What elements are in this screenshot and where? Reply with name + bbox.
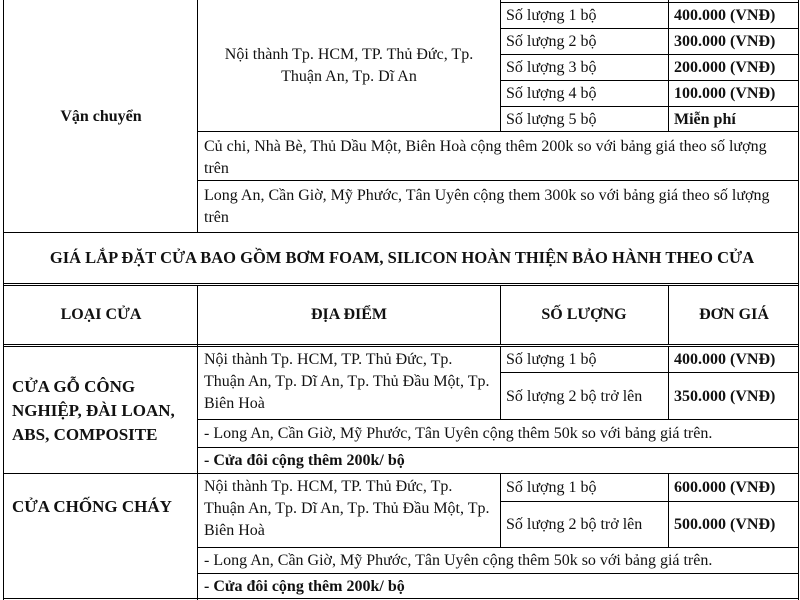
row1-double-door: - Cửa đôi cộng thêm 200k/ bộ: [204, 452, 405, 469]
row2-tier2-price: 500.000 (VNĐ): [674, 516, 776, 533]
row2-area: Nội thành Tp. HCM, TP. Thủ Đức, Tp. Thuận An, Tp. Dĩ An, Tp. Thủ Đầu Một, Tp. Biên Hoà: [204, 478, 490, 539]
row1-tier1-qty: Số lượng 1 bộ: [506, 351, 597, 368]
shipping-label: Vận chuyển: [60, 107, 142, 125]
row1-note: - Long An, Cần Giờ, Mỹ Phước, Tân Uyên cộng thêm 50k so với bảng giá trên.: [204, 425, 713, 442]
shipping-tier-4-qty: Số lượng 4 bộ: [506, 85, 597, 102]
header-quantity: SỐ LƯỢNG: [541, 306, 627, 323]
door-type-wood: CỬA GỖ CÔNG NGHIỆP, ĐÀI LOAN, ABS, COMPOSITE: [12, 376, 175, 444]
shipping-note-2: Long An, Cần Giờ, Mỹ Phước, Tân Uyên cộng them 300k so với bảng giá theo số lượng trên: [204, 187, 770, 226]
row1-area: Nội thành Tp. HCM, TP. Thủ Đức, Tp. Thuận An, Tp. Dĩ An, Tp. Thủ Đầu Một, Tp. Biên Hoà: [204, 351, 490, 412]
row2-note: - Long An, Cần Giờ, Mỹ Phước, Tân Uyên cộng thêm 50k so với bảng giá trên.: [204, 552, 713, 569]
shipping-tier-2-qty: Số lượng 2 bộ: [506, 33, 597, 50]
shipping-tier-3-qty: Số lượng 3 bộ: [506, 59, 597, 76]
row2-tier1-qty: Số lượng 1 bộ: [506, 479, 597, 496]
row2-double-door: - Cửa đôi cộng thêm 200k/ bộ: [204, 578, 405, 595]
shipping-tier-1-price: 400.000 (VNĐ): [674, 7, 776, 24]
row2-tier1-price: 600.000 (VNĐ): [674, 479, 776, 496]
header-location: ĐỊA ĐIỂM: [310, 306, 387, 323]
shipping-tier-3-price: 200.000 (VNĐ): [674, 59, 776, 76]
shipping-note-1: Củ chi, Nhà Bè, Thủ Dầu Một, Biên Hoà cộng thêm 200k so với bảng giá theo số lượng trên: [204, 138, 767, 177]
shipping-area: Nội thành Tp. HCM, TP. Thủ Đức, Tp. Thuận An, Tp. Dĩ An: [224, 46, 474, 85]
row2-tier2-qty: Số lượng 2 bộ trở lên: [506, 516, 643, 533]
header-unit-price: ĐƠN GIÁ: [699, 306, 769, 323]
header-door-type: LOẠI CỬA: [60, 306, 142, 323]
row1-tier2-price: 350.000 (VNĐ): [674, 387, 776, 405]
shipping-tier-2-price: 300.000 (VNĐ): [674, 33, 776, 50]
row1-tier2-qty: Số lượng 2 bộ trở lên: [506, 387, 643, 405]
shipping-tier-5-qty: Số lượng 5 bộ: [506, 110, 597, 128]
door-type-fire: CỬA CHỐNG CHÁY: [12, 497, 172, 516]
shipping-tier-5-price: Miễn phí: [674, 110, 736, 128]
shipping-tier-4-price: 100.000 (VNĐ): [674, 85, 776, 102]
row1-tier1-price: 400.000 (VNĐ): [674, 351, 776, 368]
shipping-tier-1-qty: Số lượng 1 bộ: [506, 7, 597, 24]
install-title: GIÁ LẮP ĐẶT CỬA BAO GỒM BƠM FOAM, SILICON HOÀN THIỆN BẢO HÀNH THEO CỬA: [49, 248, 755, 267]
